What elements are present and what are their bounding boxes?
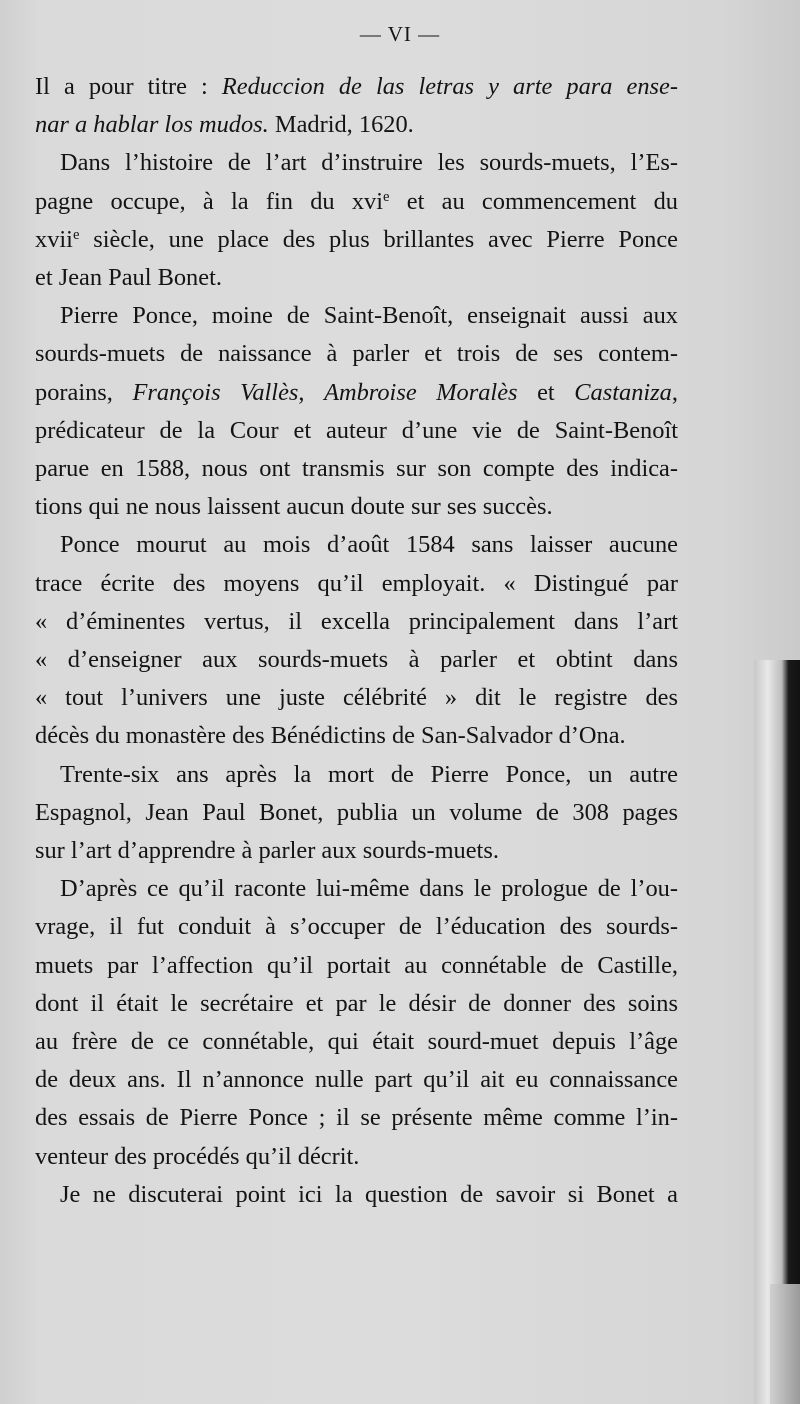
text-line: des essais de Pierre Ponce ; il se présente même comme l’in- <box>35 1104 678 1132</box>
text-line: tions qui ne nous laissent aucun doute sur ses succès. <box>35 493 553 521</box>
text-line: Espagnol, Jean Paul Bonet, publia un volume de 308 pages <box>35 798 678 826</box>
text-line: Trente-six ans après la mort de Pierre Ponce, un autre <box>60 760 678 788</box>
body-text <box>35 68 678 1214</box>
text-line: « tout l’univers une juste célébrité » dit le registre des <box>35 684 678 712</box>
page-number: — VI — <box>359 22 441 46</box>
text-line: décès du monastère des Bénédictins de San-Salvador d’Ona. <box>35 722 626 750</box>
text-line: sourds-muets de naissance à parler et trois de ses contem- <box>35 340 678 368</box>
text-line: nar a hablar los mudos. Madrid, 1620. <box>35 111 414 139</box>
text-line: dont il était le secrétaire et par le désir de donner des soins <box>35 989 678 1017</box>
text-line: « d’enseigner aux sourds-muets à parler et obtint dans <box>35 646 678 674</box>
text-line: xvii$^e$ siècle, une place des plus brillantes avec Pierre Ponce <box>35 225 678 253</box>
text-line: pagne occupe, à la fin du xvi$^e$ et au commencement du <box>35 187 678 215</box>
text-line: muets par l’affection qu’il portait au connétable de Castille, <box>35 951 678 979</box>
text-line: « d’éminentes vertus, il excella principalement dans l’art <box>35 607 678 635</box>
text-line: trace écrite des moyens qu’il employait. « Distingué par <box>35 569 678 597</box>
text-line: Je ne discuterai point ici la question de savoir si Bonet a <box>60 1180 678 1208</box>
text-line: sur l’art d’apprendre à parler aux sourds-muets. <box>35 837 499 865</box>
text-line: vrage, il fut conduit à s’occuper de l’éducation des sourds- <box>35 913 678 941</box>
text-line: Dans l’histoire de l’art d’instruire les sourds-muets, l’Es- <box>60 149 678 177</box>
page-corner-shadow <box>770 1284 800 1404</box>
text-line: D’après ce qu’il raconte lui-même dans le prologue de l’ou- <box>60 875 678 903</box>
text-line: Pierre Ponce, moine de Saint-Benoît, enseignait aussi aux <box>60 302 678 330</box>
text-line: venteur des procédés qu’il décrit. <box>35 1142 360 1170</box>
text-line: porains, François Vallès, Ambroise Moralès et Castaniza, <box>35 378 678 406</box>
text-line: parue en 1588, nous ont transmis sur son compte des indica- <box>35 455 678 483</box>
text-line: et Jean Paul Bonet. <box>35 264 222 292</box>
text-line: Ponce mourut au mois d’août 1584 sans laisser aucune <box>60 531 678 559</box>
text-line: prédicateur de la Cour et auteur d’une vie de Saint-Benoît <box>35 416 678 444</box>
text-line: Il a pour titre : Reduccion de las letras y arte para ense- <box>35 73 678 100</box>
text-line: au frère de ce connétable, qui était sourd-muet depuis l’âge <box>35 1028 678 1056</box>
text-line: de deux ans. Il n’annonce nulle part qu’il ait eu connaissance <box>35 1066 678 1094</box>
